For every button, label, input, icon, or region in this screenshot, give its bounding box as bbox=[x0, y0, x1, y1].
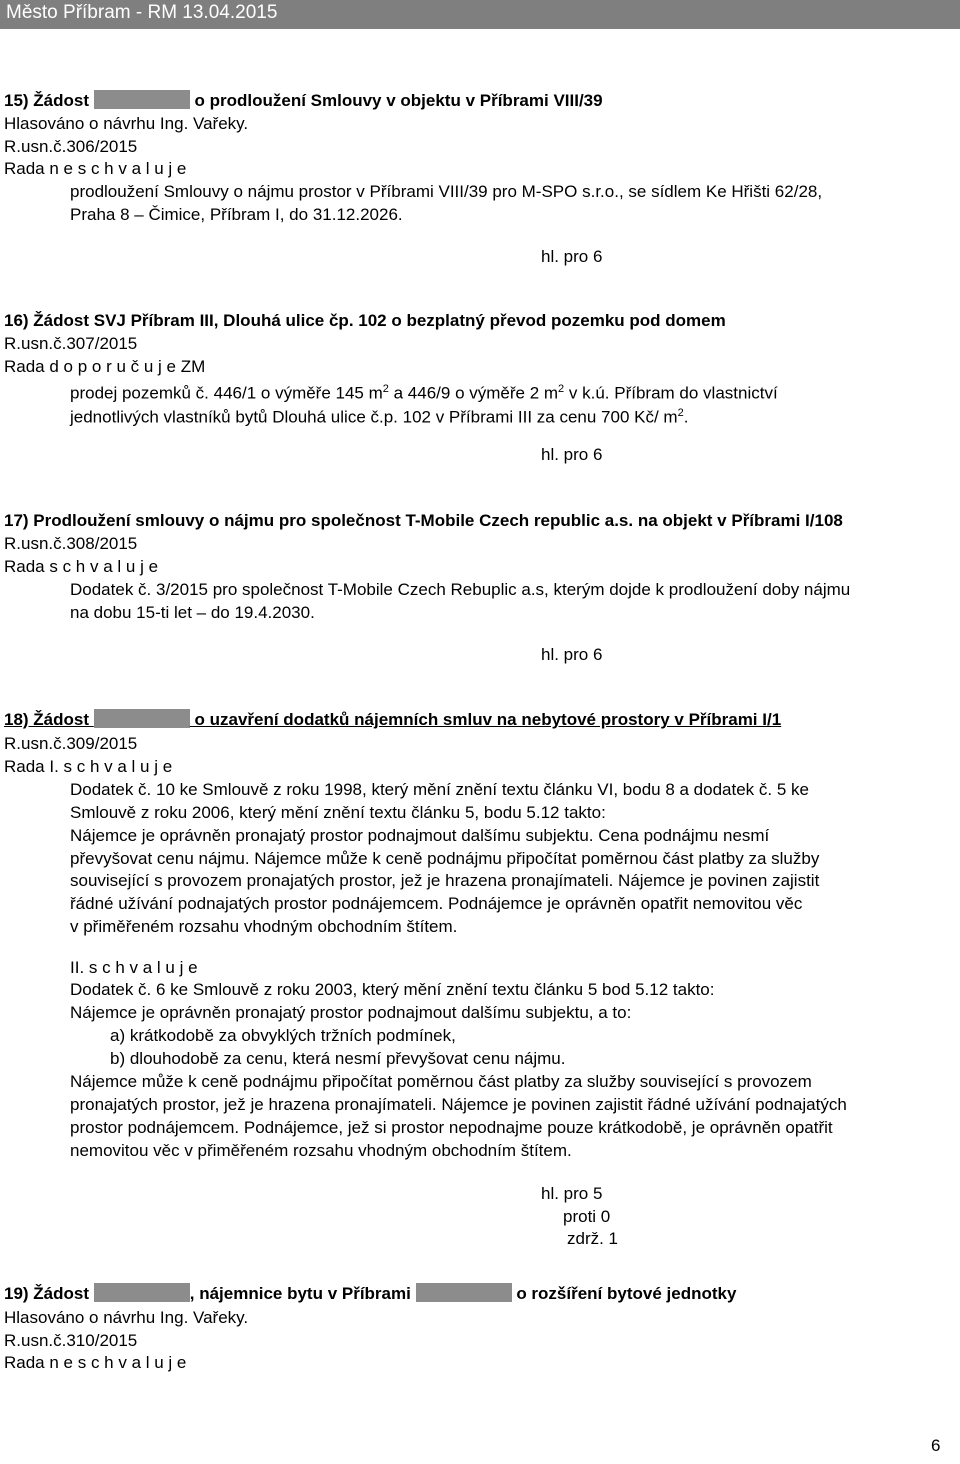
resolution-text: jednotlivých vlastníků bytů Dlouhá ulice č.p. 102 v Příbrami III za cenu 700 Kč/ $m^2$. bbox=[70, 407, 689, 427]
item17-heading: 17) Prodloužení smlouvy o nájmu pro společnost T-Mobile Czech republic a.s. na objekt v Příbrami I/108 bbox=[4, 511, 843, 530]
resolution-text: Nájemce může k ceně podnájmu připočítat poměrnou část platby za služby související s provozem bbox=[70, 1072, 812, 1091]
page-header bbox=[0, 0, 960, 29]
resolution-text: nemovitou věc v přiměřeném rozsahu vhodným obchodním štítem. bbox=[70, 1141, 572, 1160]
rada-decision: Rada n e s c h v a l u j e bbox=[4, 159, 187, 178]
item15-heading: 15) Žádost o prodloužení Smlouvy v objektu v Příbrami VIII/39 bbox=[4, 91, 603, 110]
item18-heading: 18) Žádost o uzavření dodatků nájemních smluv na nebytové prostory v Příbrami I/1 bbox=[4, 710, 782, 729]
rada-decision: Rada d o p o r u č u j e ZM bbox=[4, 357, 206, 376]
rada-decision: Rada s c h v a l u j e bbox=[4, 557, 159, 576]
item19-heading: 19) Žádost , nájemnice bytu v Příbrami o rozšíření bytové jednotky bbox=[4, 1284, 737, 1303]
redacted-address bbox=[416, 1283, 512, 1302]
resolution-text: Smlouvě z roku 2006, který mění znění textu článku 5, bodu 5.12 takto: bbox=[70, 803, 606, 822]
redacted-name bbox=[94, 709, 190, 728]
resolution-text: související s provozem pronajatých prostor, jež je hrazena pronajímateli. Nájemce je povinen zajistit bbox=[70, 871, 820, 890]
resolution-text: Dodatek č. 3/2015 pro společnost T-Mobile Czech Rebuplic a.s, kterým dojde k prodloužení doby nájmu bbox=[70, 580, 851, 599]
item16-heading: 16) Žádost SVJ Příbram III, Dlouhá ulice čp. 102 o bezplatný převod pozemku pod domem bbox=[4, 311, 726, 330]
redacted-name bbox=[94, 90, 190, 109]
redacted-name bbox=[94, 1283, 190, 1302]
list-item: b) dlouhodobě za cenu, která nesmí převyšovat cenu nájmu. bbox=[110, 1049, 566, 1068]
resolution-text: Dodatek č. 6 ke Smlouvě z roku 2003, který mění znění textu článku 5 bod 5.12 takto: bbox=[70, 980, 715, 999]
vote-result: proti 0 bbox=[563, 1207, 611, 1226]
header-title: Město Příbram - RM 13.04.2015 bbox=[6, 2, 278, 23]
resolution-text: převyšovat cenu nájmu. Nájemce může k ceně podnájmu připočítat poměrnou část platby za služby bbox=[70, 849, 820, 868]
resolution-text: Praha 8 – Čimice, Příbram I, do 31.12.2026. bbox=[70, 205, 403, 224]
vote-result: hl. pro 6 bbox=[541, 445, 603, 464]
vote-result: zdrž. 1 bbox=[567, 1229, 619, 1248]
vote-note: Hlasováno o návrhu Ing. Vařeky. bbox=[4, 114, 249, 133]
resolution-number: R.usn.č.308/2015 bbox=[4, 534, 138, 553]
vote-result: hl. pro 6 bbox=[541, 645, 603, 664]
resolution-number: R.usn.č.307/2015 bbox=[4, 334, 138, 353]
resolution-text: pronajatých prostor, jež je hrazena pronajímateli. Nájemce je povinen zajistit řádné užívání podnajatých bbox=[70, 1095, 847, 1114]
resolution-text: v přiměřeném rozsahu vhodným obchodním štítem. bbox=[70, 917, 458, 936]
resolution-text: na dobu 15-ti let – do 19.4.2030. bbox=[70, 603, 315, 622]
resolution-text: Nájemce je oprávněn pronajatý prostor podnajmout dalšímu subjektu. Cena podnájmu nesmí bbox=[70, 826, 770, 845]
resolution-text: řádné užívání podnajatých prostor podnájemcem. Podnájemce je oprávněn opatřit nemovitou věc bbox=[70, 894, 803, 913]
vote-result: hl. pro 5 bbox=[541, 1184, 603, 1203]
vote-result: hl. pro 6 bbox=[541, 247, 603, 266]
resolution-number: R.usn.č.310/2015 bbox=[4, 1331, 138, 1350]
rada-decision: Rada n e s c h v a l u j e bbox=[4, 1353, 187, 1372]
page-number: 6 bbox=[931, 1436, 941, 1455]
resolution-number: R.usn.č.306/2015 bbox=[4, 137, 138, 156]
resolution-number: R.usn.č.309/2015 bbox=[4, 734, 138, 753]
resolution-text: Dodatek č. 10 ke Smlouvě z roku 1998, který mění znění textu článku VI, bodu 8 a dodatek č. 5 ke bbox=[70, 780, 809, 799]
resolution-text: prodej pozemků č. 446/1 o výměře 145 $m^2$ a 446/9 o výměře 2 $m^2$ v k.ú. Příbram do vlastnictví bbox=[70, 383, 778, 403]
rada-decision: Rada I. s c h v a l u j e bbox=[4, 757, 173, 776]
vote-note: Hlasováno o návrhu Ing. Vařeky. bbox=[4, 1308, 249, 1327]
rada-decision: II. s c h v a l u j e bbox=[70, 958, 198, 977]
resolution-text: prodloužení Smlouvy o nájmu prostor v Příbrami VIII/39 pro M-SPO s.r.o., se sídlem Ke Hřišti 62/28, bbox=[70, 182, 823, 201]
resolution-text: prostor podnájemcem. Podnájemce, jež si prostor nepodnajme pouze krátkodobě, je oprávněn opatřit bbox=[70, 1118, 833, 1137]
resolution-text: Nájemce je oprávněn pronajatý prostor podnajmout dalšímu subjektu, a to: bbox=[70, 1003, 632, 1022]
list-item: a) krátkodobě za obvyklých tržních podmínek, bbox=[110, 1026, 456, 1045]
